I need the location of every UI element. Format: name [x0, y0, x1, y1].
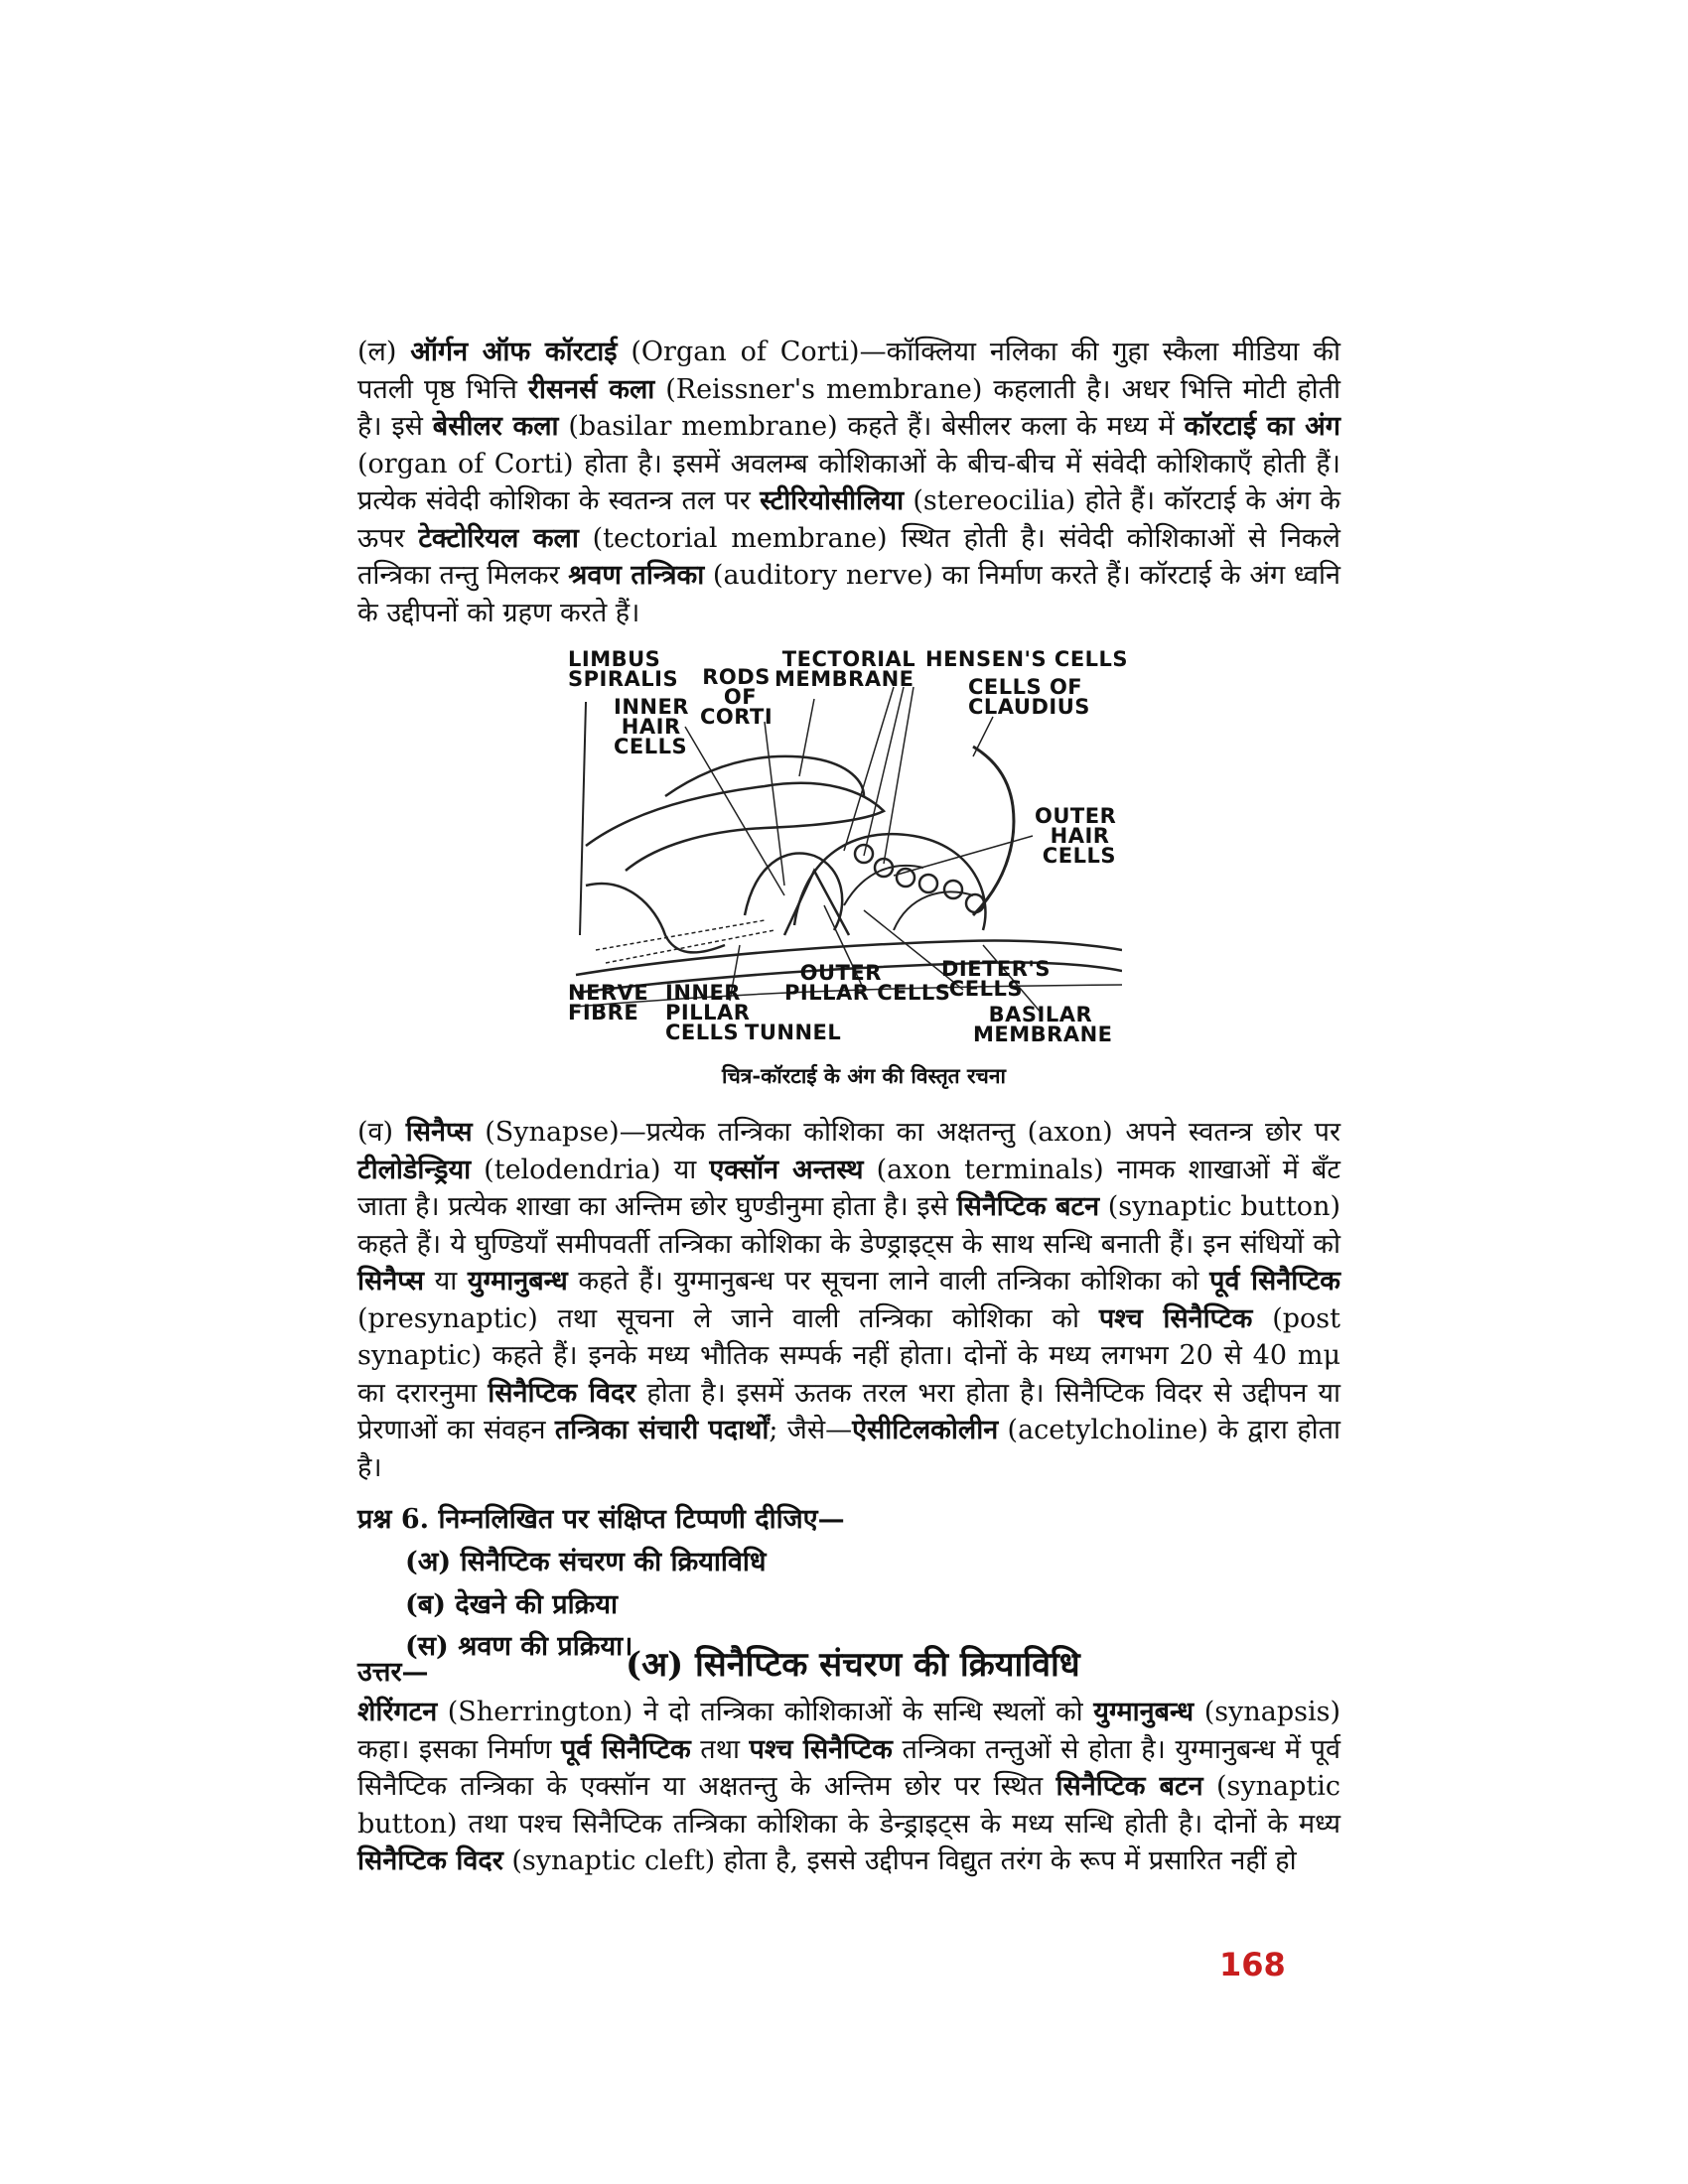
label-inner-hair-cells: INNER HAIR CELLS [614, 695, 689, 758]
tectorial-top [665, 756, 864, 796]
term-stereocilia: स्टीरियोसीलिया [760, 485, 905, 516]
term-presynaptic: पूर्व सिनैप्टिक [560, 1733, 691, 1765]
text-run: (axon terminals) नामक शाखाओं में बँट जाता है। प्रत्येक शाखा का अन्तिम छोर घुण्डीनुमा होता है। इसे [357, 1154, 1340, 1222]
term-synaptic-cleft: सिनैप्टिक विदर [357, 1845, 503, 1876]
figure-caption: चित्र-कॉरटाई के अंग की विस्तृत रचना [722, 1063, 1006, 1088]
term-synaptic-cleft: सिनैप्टिक विदर [488, 1377, 636, 1409]
text-run: (post synaptic) कहते हैं। इनके मध्य भौतिक सम्पर्क नहीं होता। दोनों के मध्य लगभग 20 से 40 mμ का दरारनुमा [357, 1302, 1340, 1409]
text-run: (Organ of Corti)—कॉक्लिया नलिका की गुहा स्कैला मीडिया की पतली पृष्ठ भित्ति [357, 337, 1340, 405]
text-run: (tectorial membrane) स्थित होती है। संवेदी कोशिकाओं से निकले तन्त्रिका तन्तु मिलकर [357, 522, 1340, 591]
leader-claudius [973, 717, 993, 756]
leader-inner-hair [685, 727, 784, 895]
text-run: (stereocilia) होते हैं। कॉरटाई के अंग के ऊपर [357, 485, 1340, 554]
leader-limbus [580, 702, 586, 935]
term-yugmanubandh: युग्मानुबन्ध [467, 1266, 568, 1297]
text-run: (synaptic button) कहते हैं। ये घुण्डियाँ समीपवर्ती तन्त्रिका कोशिका के डेण्ड्राइट्स के साथ सन्धि बनाती हैं। इन संधियों को [357, 1191, 1340, 1260]
term-organ-corti: कॉरटाई का अंग [1184, 411, 1340, 442]
cell-5 [944, 881, 962, 898]
text-run: ; जैसे— [769, 1415, 853, 1445]
leader-outer-hair [894, 836, 1033, 876]
paragraph-synapse [357, 1114, 1340, 1486]
tectorial-outline [586, 783, 884, 871]
text-run: तथा [690, 1733, 750, 1765]
text-run: (presynaptic) तथा सूचना ले जाने वाली तन्त्रिका कोशिका को [357, 1302, 1099, 1334]
label-outer-hair-cells: OUTER HAIR CELLS [1035, 804, 1117, 868]
term-telodendria: टीलोडेन्ड्रिया [357, 1154, 472, 1185]
question-item-a: (अ) सिनैप्टिक संचरण की क्रियाविधि [405, 1547, 767, 1577]
term-postsynaptic: पश्च सिनैप्टिक [1098, 1302, 1253, 1334]
label-cells-of-claudius: CELLS OF CLAUDIUS [968, 675, 1090, 719]
text-run: (Reissner's membrane) कहलाती है। अधर भित्ति मोटी होती है। इसे [357, 373, 1340, 442]
limbus-curve [586, 884, 725, 952]
cell-3 [897, 869, 914, 887]
answer-heading: (अ) सिनैप्टिक संचरण की क्रियाविधि [626, 1645, 1080, 1685]
paragraph-organ-of-corti [357, 334, 1340, 631]
claudius-curve [973, 747, 1014, 915]
leader-tectorial [799, 699, 814, 776]
label-tectorial-membrane: TECTORIAL MEMBRANE [774, 647, 916, 691]
text-run: (telodendria) या [471, 1154, 710, 1185]
term-auditory-nerve: श्रवण तन्त्रिका [568, 560, 705, 591]
label-outer-pillar-cells: OUTER PILLAR CELLS [784, 961, 951, 1005]
question-item-c: (स) श्रवण की प्रक्रिया। [405, 1631, 633, 1662]
answer-label: उत्तर— [357, 1657, 429, 1688]
term-acetylcholine: ऐसीटिलकोलीन [852, 1415, 999, 1445]
text-run: (auditory nerve) का निर्माण करते हैं। कॉरटाई के अंग ध्वनि के उद्दीपनों को ग्रहण करते हैं। [357, 560, 1341, 628]
term-synapse: सिनैप्स [405, 1117, 473, 1148]
question-item-b: (ब) देखने की प्रक्रिया [405, 1589, 619, 1620]
label-tunnel: TUNNEL [745, 1021, 842, 1044]
section-marker: (व) [357, 1117, 394, 1148]
text-run: कहते हैं। युग्मानुबन्ध पर सूचना लाने वाली तन्त्रिका कोशिका को [567, 1266, 1210, 1297]
term-sherrington: शेरिंगटन [357, 1697, 438, 1727]
label-basilar-membrane: BASILAR MEMBRANE [973, 1003, 1113, 1046]
term-organ-of-corti: ऑर्गन ऑफ कॉरटाई [410, 337, 618, 367]
label-hensens-cells: HENSEN'S CELLS [925, 647, 1129, 671]
label-rods-of-corti: RODS OF CORTI [700, 665, 774, 729]
question-heading: प्रश्न 6. निम्नलिखित पर संक्षिप्त टिप्पणी दीजिए— [357, 1504, 845, 1535]
text-run: या [423, 1266, 468, 1297]
term-synapsis: युग्मानुबन्ध [1093, 1697, 1195, 1727]
term-tectorial-membrane: टेक्टोरियल कला [418, 522, 579, 554]
dieters-row [894, 891, 973, 930]
text-run: होता है। इसमें ऊतक तरल भरा होता है। सिनैप्टिक विदर से उद्दीपन या प्रेरणाओं का संवहन [357, 1377, 1340, 1445]
text-run: (organ of Corti) होता है। इसमें अवलम्ब कोशिकाओं के बीच-बीच में संवेदी कोशिकाएँ होती हैं। प्रत्येक संवेदी कोशिका के स्वतन्त्र तल पर [357, 448, 1340, 516]
label-limbus-spiralis: LIMBUS SPIRALIS [568, 647, 679, 691]
cell-4 [919, 875, 937, 892]
term-synapse-hindi: सिनैप्स [357, 1266, 424, 1297]
term-postsynaptic: पश्च सिनैप्टिक [749, 1733, 893, 1765]
label-nerve-fibre: NERVE FIBRE [568, 981, 649, 1024]
paragraph-answer [357, 1694, 1340, 1880]
text-run: (basilar membrane) कहते हैं। बेसीलर कला के मध्य में [558, 411, 1185, 442]
term-reissners-membrane: रीसनर्स कला [527, 373, 655, 405]
term-synaptic-button: सिनैप्टिक बटन [956, 1191, 1100, 1222]
section-marker: (ल) [357, 337, 397, 367]
inner-cells-arc [745, 854, 842, 931]
text-run: तन्त्रिका तन्तुओं से होता है। युग्मानुबन्ध में पूर्व सिनैप्टिक तन्त्रिका के एक्सॉन या अक्षतन्तु के अन्तिम छोर पर स्थित [357, 1733, 1340, 1802]
text-run: (Synapse)—प्रत्येक तन्त्रिका कोशिका का अक्षतन्तु (axon) अपने स्वतन्त्र छोर पर [472, 1117, 1340, 1148]
term-basilar-membrane: बेसीलर कला [432, 411, 559, 442]
text-run: (synaptic cleft) होता है, इससे उद्दीपन विद्युत तरंग के रूप में प्रसारित नहीं हो [502, 1845, 1297, 1876]
term-synaptic-button: सिनैप्टिक बटन [1055, 1771, 1203, 1802]
text-run: (Sherrington) ने दो तन्त्रिका कोशिकाओं के सन्धि स्थलों को [437, 1697, 1094, 1727]
text-run: (synapsis) कहा। इसका निर्माण [357, 1697, 1340, 1765]
cell-6 [966, 894, 984, 912]
page-number: 168 [1219, 1946, 1286, 1983]
term-axon-terminals: एक्सॉन अन्तस्थ [709, 1154, 864, 1185]
label-inner-pillar-cells: INNER PILLAR CELLS [665, 981, 751, 1044]
text-run: (synaptic button) तथा पश्च सिनैप्टिक तन्त्रिका कोशिका के डेन्ड्राइट्स के मध्य सन्धि होती है। दोनों के मध्य [357, 1771, 1340, 1840]
label-dieters-cells: DIETER'S CELLS [941, 957, 1051, 1001]
text-run: (acetylcholine) के द्वारा होता है। [357, 1415, 1340, 1483]
organ-of-corti-figure [566, 647, 1129, 1054]
term-neurotransmitters: तन्त्रिका संचारी पदार्थों [554, 1415, 770, 1445]
term-presynaptic: पूर्व सिनैप्टिक [1209, 1266, 1340, 1297]
nerve-fibres [596, 920, 774, 963]
